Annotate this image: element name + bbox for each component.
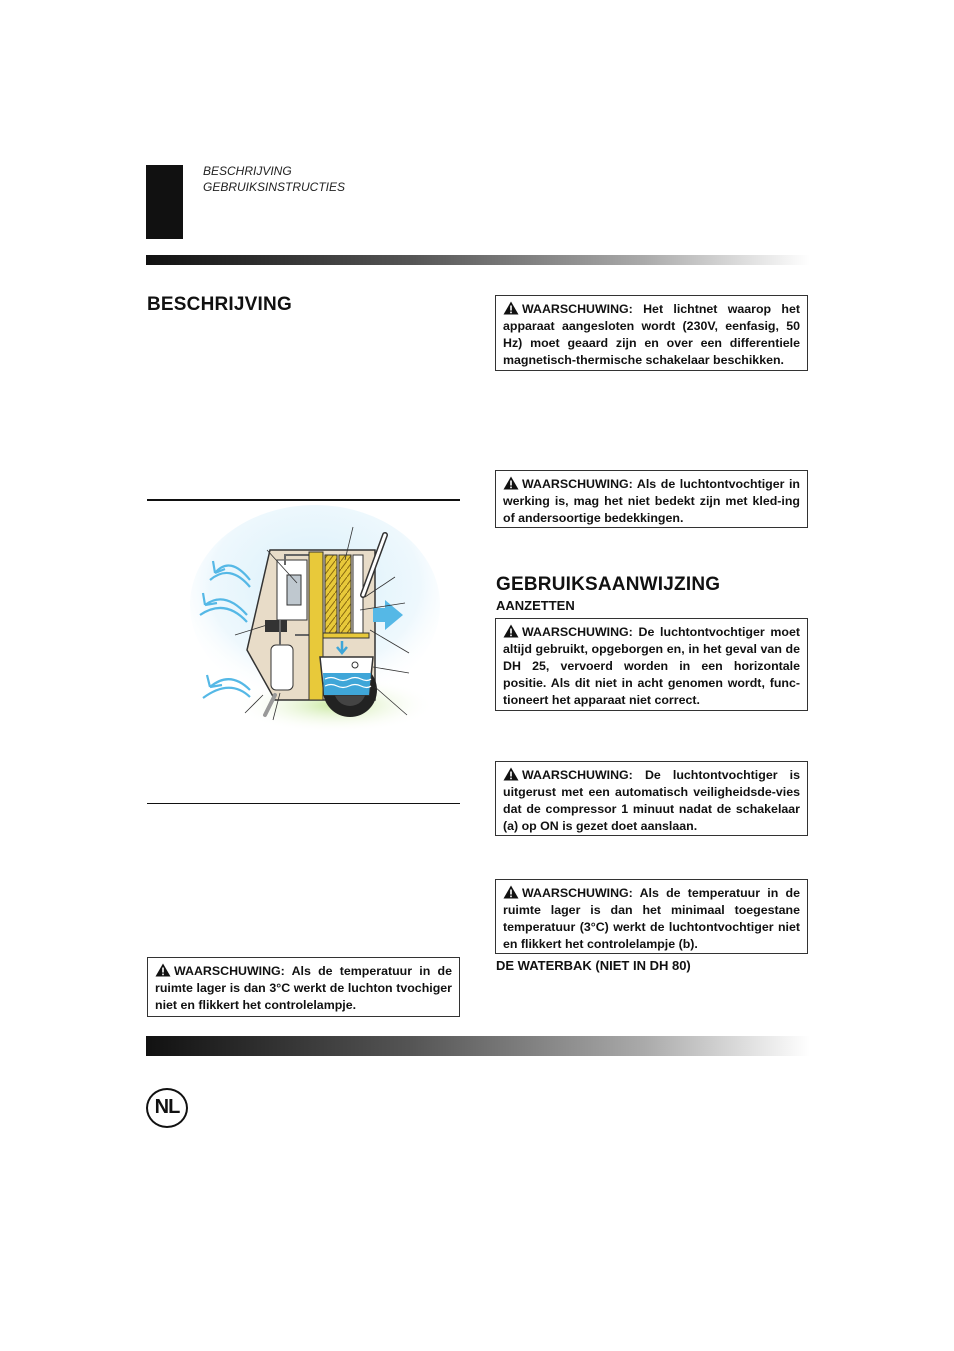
float [352,662,358,668]
figure-top-rule [147,499,460,501]
compressor [271,645,293,690]
bottom-gradient-divider [146,1036,810,1056]
top-gradient-divider [146,255,810,265]
language-badge: NL [146,1088,188,1128]
waterbak-subheading: DE WATERBAK (NIET IN DH 80) [496,958,691,973]
warning-box-mains [495,295,808,371]
warning-safety-text: WAARSCHUWING: De luchtontvochtiger is uitgerust met een automatisch veiligheidsde-vies dat de compressor 1 minuut nadat de schakelaar (a) op ON is gezet doet aanslaan. [503,768,800,833]
figure-bottom-rule [147,803,460,804]
warning-box-temperature [495,879,808,954]
dehumidifier-diagram [185,505,445,750]
left-warning-box [147,957,460,1017]
warning-icon [503,301,519,315]
condenser-frame [309,552,323,700]
warning-box-horizontal [495,618,808,711]
warning-covering-text: WAARSCHUWING: Als de luchtontvochtiger in werking is, mag het niet bedekt zijn met kled-ing of andersoortige bedekkingen. [503,477,800,525]
warning-icon [503,767,519,781]
header-subsection-label: GEBRUIKSINSTRUCTIES [203,180,346,194]
section-tab-marker [146,165,183,239]
warning-box-safety-device [495,761,808,836]
evaporator-coil-2 [339,555,351,633]
left-warning-text: WAARSCHUWING: Als de temperatuur in de ruimte lager is dan 3°C werkt de luchton tvochiger niet en flikkert het controlelampje. [155,964,452,1012]
beschrijving-heading: BESCHRIJVING [147,294,292,315]
warning-icon [155,963,171,977]
header-section-label: BESCHRIJVING [203,164,292,178]
warning-box-covering [495,470,808,528]
warning-icon [503,476,519,490]
warning-temperature-text: WAARSCHUWING: Als de temperatuur in de ruimte lager is dan het minimaal toegestane temperatuur (3°C) werkt de luchtontvochtiger niet en flikkert het controlelampje (b). [503,886,800,951]
warning-mains-text: WAARSCHUWING: Het lichtnet waarop het apparaat aangesloten wordt (230V, eenfasig, 50 Hz) moet geaard zijn en over een differentiele magnetisch-thermische schakelaar beschikken. [503,302,800,367]
control-board [265,620,287,632]
warning-icon [503,885,519,899]
drip-tray [323,633,369,638]
warning-icon [503,624,519,638]
gebruiksaanwijzing-heading: GEBRUIKSAANWIJZING [496,574,721,595]
warning-horizontal-text: WAARSCHUWING: De luchtontvochtiger moet altijd gebruikt, opgeborgen en, in het geval van de DH 25, vervoerd worden in een horizontale positie. Als dit niet in acht genomen wordt, func-tioneert het apparaat niet correct. [503,625,800,707]
evaporator-coil-1 [325,555,337,633]
aanzetten-subheading: AANZETTEN [496,598,575,613]
